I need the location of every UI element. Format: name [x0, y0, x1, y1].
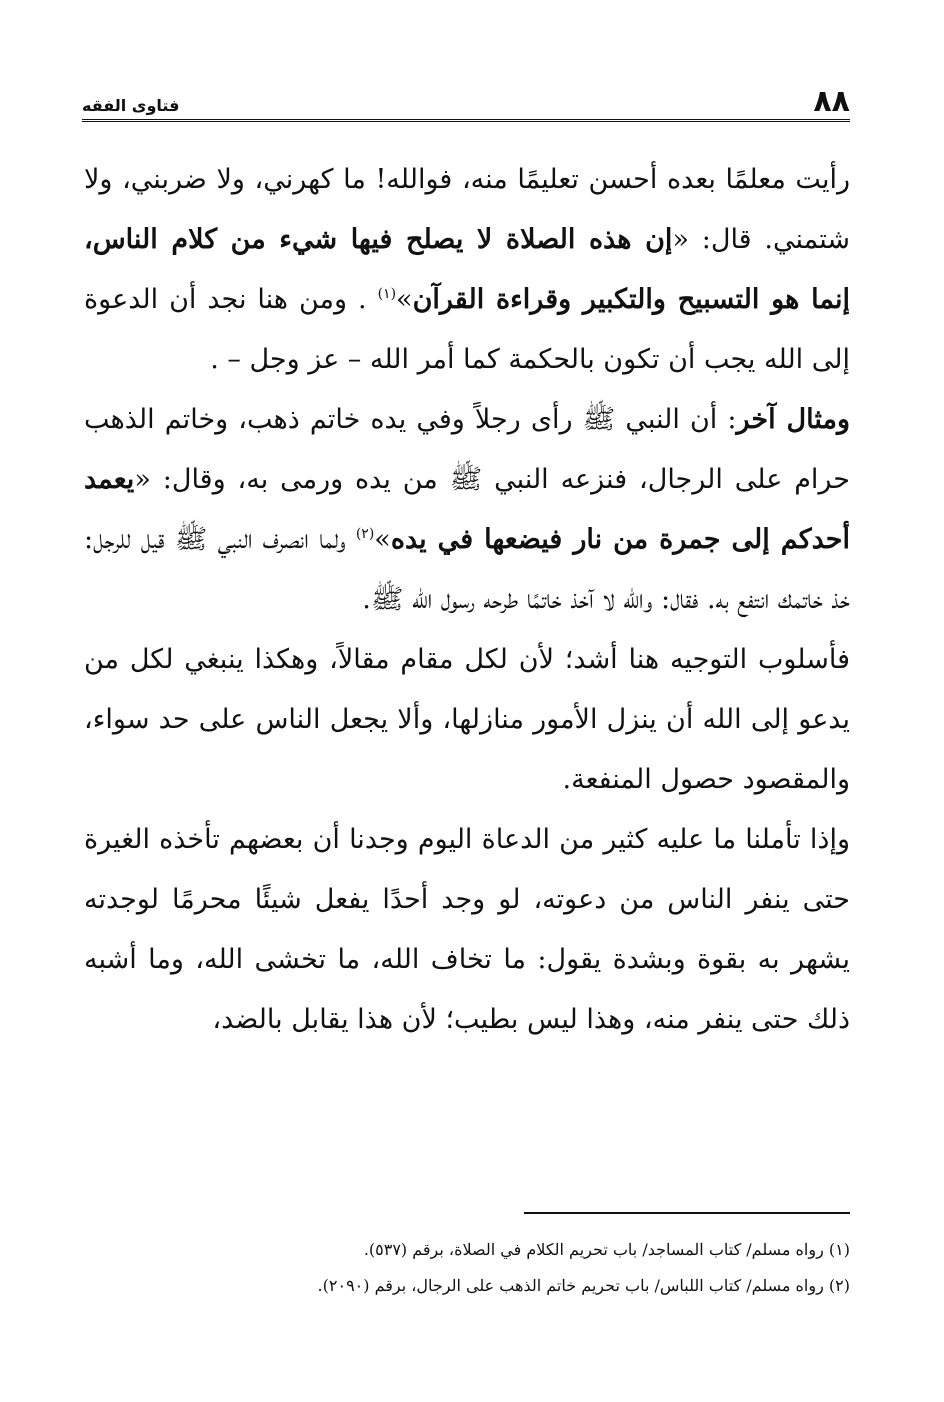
- footnotes: [84, 1232, 850, 1304]
- quote-close-1: »: [396, 284, 413, 315]
- footnote-separator: [524, 1212, 850, 1214]
- page-number: ٨٨: [813, 84, 850, 119]
- body-text: [84, 150, 850, 1050]
- paragraph-2: [84, 390, 850, 630]
- footnote-ref-1[interactable]: (١): [377, 286, 397, 302]
- paragraph-1: [84, 150, 850, 390]
- paragraph-2-text-a: : أن النبي ﷺ رأى رجلاً وفي يده خاتم ذهب، وخاتم الذهب حرام على الرجال، فنزعه النبي ﷺ من يده ورمى به، وقال: «: [84, 404, 850, 495]
- quote-close-2: »: [374, 524, 391, 555]
- paragraph-2-text-d: ولما انصرف النبي ﷺ قيل للرجل: خذ خاتمك انتفع به. فقال: والله لا آخذ خاتمًا طرحه رسول الله ﷺ.: [84, 524, 850, 615]
- paragraph-2-lead: ومثال آخر: [736, 404, 850, 435]
- paragraph-3: فأسلوب التوجيه هنا أشد؛ لأن لكل مقام مقالاً، وهكذا ينبغي لكل من يدعو إلى الله أن ينزل الأمور منازلها، وألا يجعل الناس على حد سواء، والمقصود حصول المنفعة.: [84, 644, 850, 795]
- paragraph-1-text-a: رأيت معلمًا بعده أحسن تعليمًا منه، فوالله! ما كهرني، ولا ضربني، ولا شتمني. قال: «: [84, 164, 850, 255]
- footnote-2: (٢) رواه مسلم/ كتاب اللباس/ باب تحريم خاتم الذهب على الرجال، برقم (٢٠٩٠).: [317, 1276, 850, 1295]
- footnote-1: (١) رواه مسلم/ كتاب المساجد/ باب تحريم الكلام في الصلاة، برقم (٥٣٧).: [363, 1240, 850, 1259]
- footnote-ref-2[interactable]: (٢): [355, 526, 375, 542]
- hadith-quote-1: إن هذه الصلاة لا يصلح فيها شيء من كلام الناس، إنما هو التسبيح والتكبير وقراءة القرآن: [84, 224, 851, 315]
- header-rule: [82, 119, 850, 122]
- paragraph-1-text-d: . ومن هنا نجد أن الدعوة إلى الله يجب أن تكون بالحكمة كما أمر الله – عز وجل – .: [84, 284, 850, 375]
- page-header: [82, 78, 850, 118]
- paragraph-4: وإذا تأملنا ما عليه كثير من الدعاة اليوم وجدنا أن بعضهم تأخذه الغيرة حتى ينفر الناس من دعوته، لو وجد أحدًا يفعل شيئًا محرمًا لوجدته يشهر به بقوة وبشدة يقول: ما تخاف الله، ما تخشى الله، وما أشبه ذلك حتى ينفر منه، وهذا ليس بطيب؛ لأن هذا يقابل بالضد،: [84, 824, 850, 1035]
- hadith-quote-2: يعمد أحدكم إلى جمرة من نار فيضعها في يده: [84, 464, 850, 555]
- running-title: فتاوى الفقه: [82, 96, 180, 115]
